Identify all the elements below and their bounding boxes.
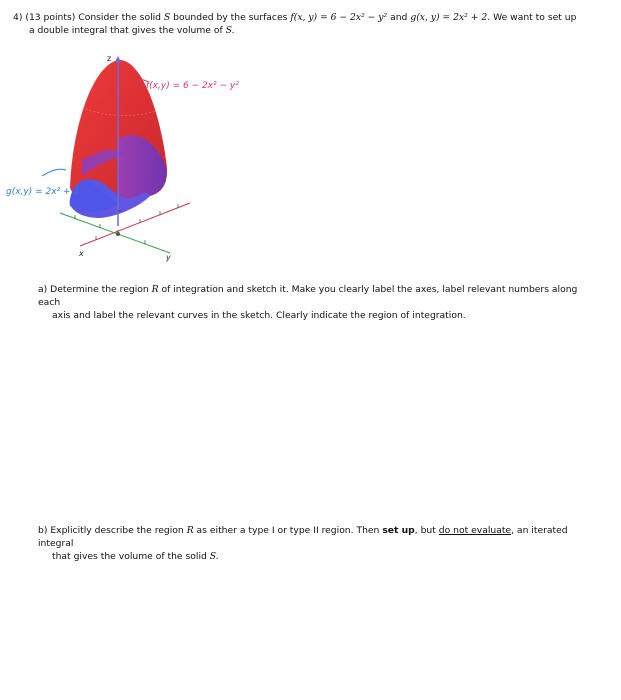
part-b-text-3: , but [414, 525, 436, 536]
solid-symbol: S [163, 12, 171, 23]
part-a-line-2: axis and label the relevant curves in the sketch. Clearly indicate the region of integration. [52, 310, 466, 321]
part-b [38, 524, 598, 563]
part-a-label: a) [38, 284, 48, 295]
g-expression: g(x, y) = 2x² + 2. [410, 12, 491, 23]
solid-figure [0, 48, 260, 268]
problem-statement [13, 11, 603, 37]
part-b-line-2-text: that gives the volume of the solid [52, 551, 207, 562]
part-b-text-4: , an iterated integral [38, 525, 568, 549]
g-surface-label: g(x,y) = 2x² + 2 [6, 187, 80, 197]
origin-point [116, 232, 120, 236]
part-a [38, 283, 598, 322]
region-symbol-b: R [186, 525, 194, 536]
part-b-text-2: as either a type I or type II region. Then [196, 525, 380, 536]
problem-text-3: We want to set up [493, 12, 577, 23]
part-b-line-2 [38, 550, 598, 563]
problem-line-2 [13, 24, 603, 37]
part-b-label: b) [38, 525, 48, 536]
x-axis [60, 213, 170, 253]
g-pointer-arrow [42, 169, 66, 176]
part-a-text-1: Determine the region [50, 284, 149, 295]
problem-text-2: bounded by the surfaces [173, 12, 288, 23]
f-expression: f(x, y) = 6 − 2x² − y² [290, 12, 388, 23]
part-b-text-1: Explicitly describe the region [50, 525, 184, 536]
problem-line-2-text: a double integral that gives the volume of [29, 25, 223, 36]
y-axis-label: y [166, 253, 171, 262]
problem-number: 4) [13, 12, 23, 23]
x-axis-label: x [79, 249, 84, 258]
solid-symbol-b: S. [209, 551, 219, 562]
do-not-evaluate-emphasis: do not evaluate [438, 525, 512, 536]
f-surface-label: f(x,y) = 6 − 2x² − y² [146, 81, 239, 91]
problem-points: (13 points) [25, 12, 76, 23]
solid-symbol-2: S. [225, 25, 235, 36]
problem-and: and [390, 12, 408, 23]
problem-text-1: Consider the solid [78, 12, 162, 23]
region-symbol: R [151, 284, 159, 295]
z-axis-arrow [115, 56, 121, 62]
z-axis-label: z [107, 54, 112, 63]
part-a-text-2: of integration and sketch it. Make you clearly label the axes, label relevant numbers along each [38, 284, 578, 308]
set-up-emphasis: set up [382, 525, 415, 536]
